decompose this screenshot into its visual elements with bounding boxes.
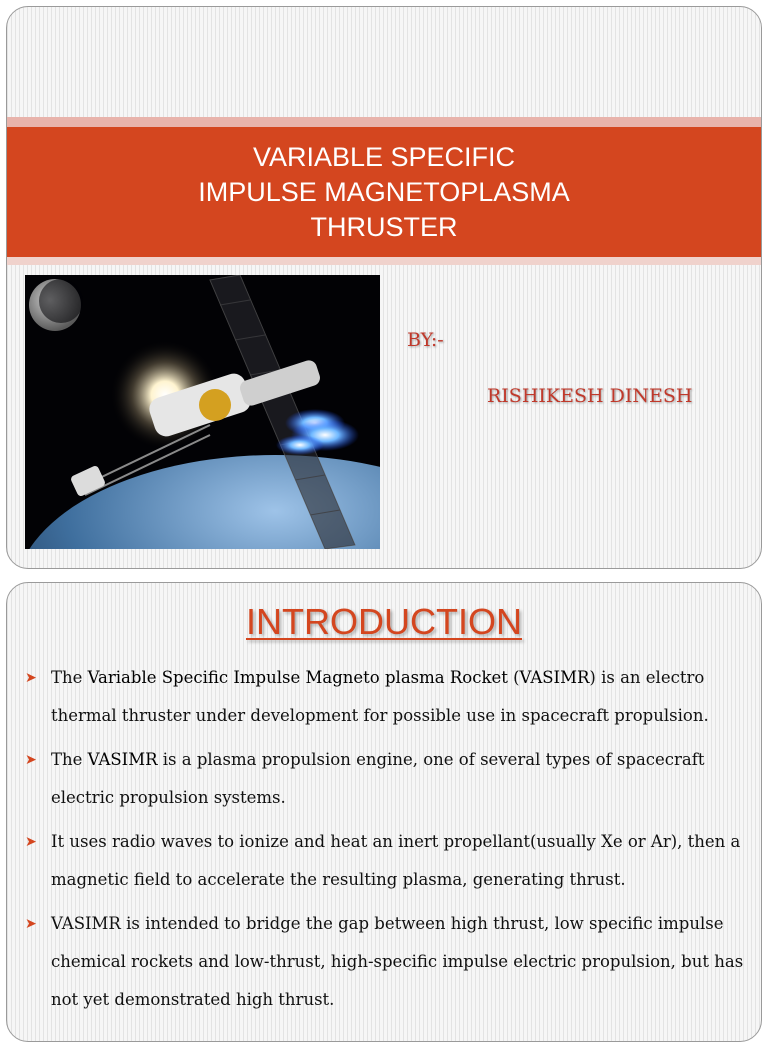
bullet-text: The bbox=[51, 668, 88, 687]
list-item bbox=[25, 741, 751, 817]
bullet-text: It uses radio waves to ionize and heat an inert propellant(usually Xe or Ar), then a magnetic field to accelerate the resulting plasma, generating thrust. bbox=[51, 832, 741, 889]
by-label: BY:- bbox=[407, 329, 444, 351]
arrow-bullet-icon: ➤ bbox=[25, 916, 37, 932]
arrow-bullet-icon: ➤ bbox=[25, 752, 37, 768]
spacecraft-image bbox=[25, 275, 380, 549]
bullet-list bbox=[25, 659, 751, 1025]
list-item bbox=[25, 823, 751, 899]
title-band bbox=[7, 127, 761, 257]
introduction-heading: INTRODUCTION bbox=[246, 601, 522, 642]
bullet-text: VASIMR is intended to bridge the gap between high thrust, low specific impulse chemical rockets and low-thrust, high-specific impulse electric propulsion, but has not yet demonstrated high thrust. bbox=[51, 914, 744, 1009]
bullet-text: VASIMR bbox=[87, 750, 158, 769]
slide-title bbox=[198, 140, 570, 245]
title-band-top-stripe bbox=[7, 117, 761, 127]
title-slide bbox=[6, 6, 762, 569]
bullet-text: VASIMR bbox=[519, 668, 590, 687]
bullet-text: ( bbox=[507, 668, 520, 687]
bullet-text: Variable Specific Impulse Magneto plasma Rocket bbox=[87, 668, 508, 687]
title-line-1: VARIABLE SPECIFIC bbox=[252, 141, 516, 172]
list-item bbox=[25, 659, 751, 735]
arrow-bullet-icon: ➤ bbox=[25, 670, 37, 686]
bullet-text: The bbox=[51, 750, 88, 769]
title-band-bottom-stripe bbox=[7, 257, 761, 265]
introduction-slide bbox=[6, 582, 762, 1042]
arrow-bullet-icon: ➤ bbox=[25, 834, 37, 850]
bullet-text: is a plasma propulsion engine, one of several types of spacecraft electric propulsion systems. bbox=[51, 750, 705, 807]
title-line-2: IMPULSE MAGNETOPLASMA bbox=[198, 176, 570, 207]
list-item bbox=[25, 905, 751, 1019]
bullet-text: ) is an electro thermal thruster under development for possible use in spacecraft propulsion. bbox=[51, 668, 709, 725]
author-name: RISHIKESH DINESH bbox=[487, 385, 693, 407]
title-line-3: THRUSTER bbox=[310, 211, 458, 242]
spacecraft-illustration bbox=[25, 275, 380, 549]
